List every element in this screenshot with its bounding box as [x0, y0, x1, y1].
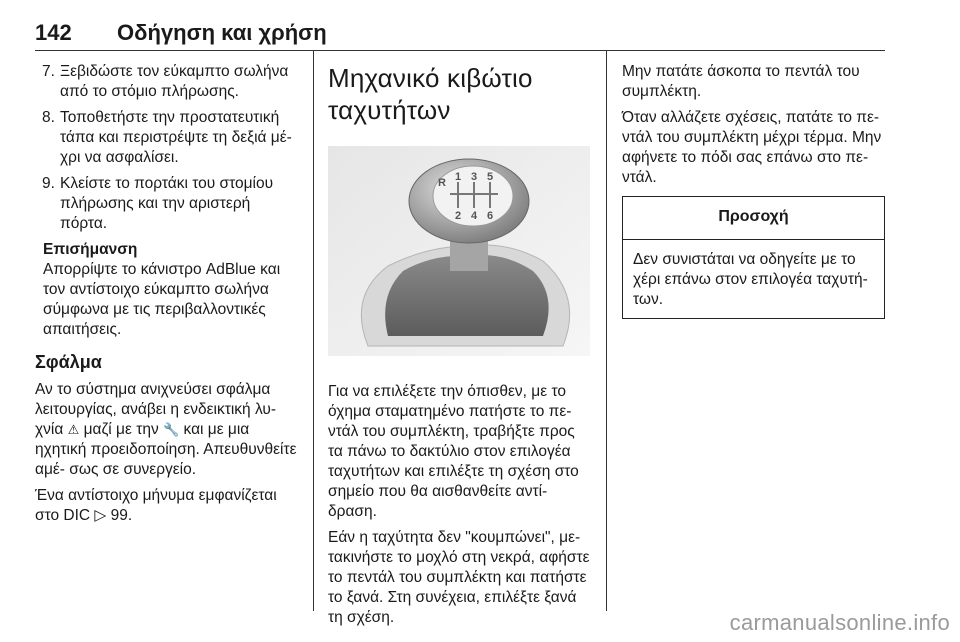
- gear-label: 4: [471, 210, 478, 222]
- fault-heading: Σφάλμα: [35, 352, 102, 372]
- gear-label: 2: [455, 210, 462, 222]
- column-right: [622, 62, 885, 319]
- gear-label: 6: [487, 210, 494, 222]
- step-item: [35, 62, 300, 102]
- dic-paragraph: [35, 486, 300, 526]
- step-number: 7.: [42, 63, 55, 80]
- steps-list: [35, 62, 300, 234]
- shift-pattern: [450, 182, 498, 208]
- step-item: [35, 174, 300, 234]
- page-number: 142: [35, 20, 72, 45]
- caution-box: [622, 196, 885, 319]
- section-heading: Μηχανικό κιβώτιο ταχυτήτων: [328, 63, 533, 125]
- page-header: [35, 20, 885, 48]
- page-reference: 99.: [110, 507, 133, 524]
- fault-paragraph: [35, 380, 300, 480]
- note-title: Επισήμανση: [43, 241, 138, 258]
- column-divider-1: [313, 51, 314, 611]
- step-text: Τοποθετήστε την προστατευτική τάπα και περιστρέψτε τη δεξιά μέ- χρι να ασφαλίσει.: [60, 109, 292, 166]
- step-item: [35, 108, 300, 168]
- gear-label: R: [438, 177, 446, 189]
- wrench-icon: 🔧: [163, 422, 180, 437]
- watermark: carmanualsonline.info: [729, 610, 950, 635]
- gear-label: 3: [471, 171, 478, 183]
- reverse-gear-paragraph: Για να επιλέξετε την όπισθεν, με το όχημα σταματημένο πατήστε το πε- ντάλ του συμπλέκτη, τραβήξτε προς τα πάνω το δακτύλιο στον επιλογέα ταχυτήτων και επιλέξτε τη σχέση στο σημείο που θα αισθανθείτε αντί- δραση.: [328, 383, 579, 520]
- page-title: Οδήγηση και χρήση: [117, 20, 327, 45]
- page-reference-icon: ▷: [94, 507, 107, 524]
- header-rule: [35, 50, 885, 51]
- clutch-paragraph-1: Μην πατάτε άσκοπα το πεντάλ του συμπλέκτη.: [622, 63, 860, 100]
- step-number: 8.: [42, 109, 55, 126]
- dic-text: Ένα αντίστοιχο μήνυμα εμφανίζεται στο DIC: [35, 487, 277, 524]
- fault-text-b: μαζί με την: [83, 421, 159, 438]
- gear-engage-paragraph: Εάν η ταχύτητα δεν "κουμπώνει", με- τακινήστε το μοχλό στη νεκρά, αφήστε το πεντάλ του συμπλέκτη και πατήστε το ξανά. Στη συνέχεια, επιλέξτε ξανά τη σχέση.: [328, 529, 590, 626]
- note-text: Απορρίψτε το κάνιστρο AdBlue και τον αντίστοιχο εύκαμπτο σωλήνα σύμφωνα με τις περιβαλλοντικές απαιτήσεις.: [43, 261, 281, 338]
- step-text: Ξεβιδώστε τον εύκαμπτο σωλήνα από το στόμιο πλήρωσης.: [60, 63, 289, 100]
- warning-lamp-icon: ⚠: [67, 422, 80, 437]
- column-middle: [328, 62, 590, 634]
- caution-title: Προσοχή: [623, 197, 884, 240]
- column-divider-2: [606, 51, 607, 611]
- fault-text-a: Αν το σύστημα ανιχνεύσει σφάλμα λειτουργίας, ανάβει η ενδεικτική λυ- χνία: [35, 381, 276, 438]
- step-number: 9.: [42, 175, 55, 192]
- gear-shift-knob-icon: [328, 146, 590, 356]
- caution-text: Δεν συνιστάται να οδηγείτε με το χέρι επάνω στον επιλογέα ταχυτή- των.: [633, 251, 868, 308]
- clutch-paragraph-2: Όταν αλλάζετε σχέσεις, πατάτε το πε- ντάλ του συμπλέκτη μέχρι τέρμα. Μην αφήνετε το πόδι σας επάνω στο πε- ντάλ.: [622, 109, 882, 186]
- step-text: Κλείστε το πορτάκι του στομίου πλήρωσης και την αριστερή πόρτα.: [60, 175, 274, 232]
- gear-label: 1: [455, 171, 462, 183]
- gear-label: 5: [487, 171, 494, 183]
- column-left: [35, 62, 300, 532]
- fault-text-c: και με μια ηχητική προειδοποίηση. Απευθυνθείτε αμέ- σως σε συνεργείο.: [35, 421, 297, 478]
- note-block: [35, 240, 300, 340]
